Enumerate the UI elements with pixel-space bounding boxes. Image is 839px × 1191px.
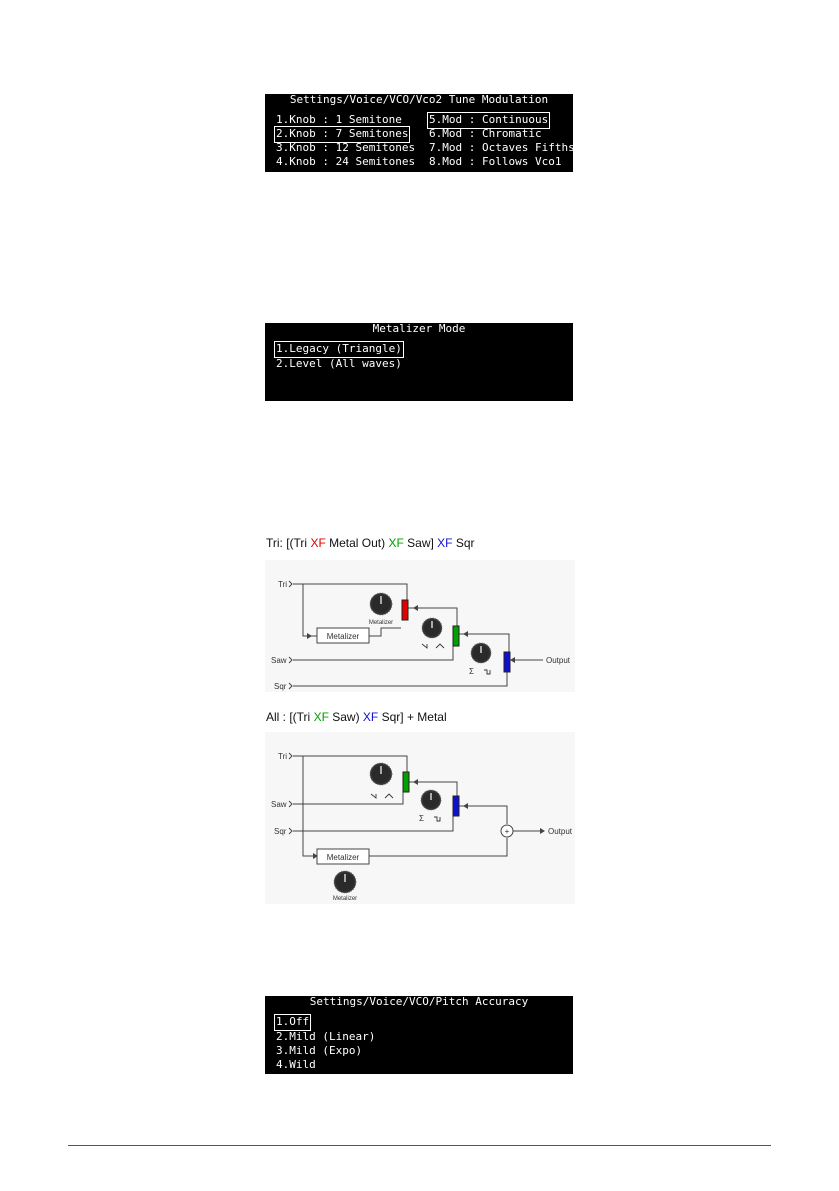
- sqr-label: Sqr: [274, 827, 287, 836]
- menu-item-mod-octaves-fifths[interactable]: 7.Mod : Octaves Fifths: [429, 141, 575, 154]
- metalizer-knob-label: Metalizer: [332, 896, 358, 902]
- metalizer-mode-screen: [265, 323, 573, 401]
- caption-text: Saw]: [403, 536, 438, 550]
- sigma-label: Σ: [419, 814, 424, 823]
- caption-text: Metal Out): [325, 536, 389, 550]
- menu-item-level-all-waves[interactable]: 2.Level (All waves): [276, 357, 402, 370]
- caption-xf-blue: XF: [362, 710, 379, 724]
- caption-text: Saw): [328, 710, 363, 724]
- menu-item-mod-follows-vco1[interactable]: 8.Mod : Follows Vco1: [429, 155, 562, 168]
- saw-label: Saw: [271, 656, 287, 665]
- blue-crossfader-bar: [504, 652, 510, 672]
- diagram-background: [265, 560, 575, 692]
- tri-label: Tri: [278, 752, 288, 761]
- green-crossfader-bar: [453, 626, 459, 646]
- caption-xf-red: XF: [310, 536, 326, 550]
- sigma-label: Σ: [469, 667, 474, 676]
- saw-sqr-knob[interactable]: [471, 643, 491, 663]
- blue-crossfader-bar: [453, 796, 459, 816]
- caption-text: Sqr] + Metal: [378, 710, 447, 724]
- screen-title: Metalizer Mode: [372, 322, 466, 335]
- metalizer-knob[interactable]: [370, 593, 392, 615]
- menu-item-mod-continuous[interactable]: 5.Mod : Continuous: [429, 113, 549, 126]
- caption-xf-green: XF: [388, 536, 404, 550]
- metalizer-block-label: Metalizer: [326, 853, 360, 862]
- screen-title: Settings/Voice/VCO/Pitch Accuracy: [309, 995, 529, 1008]
- sqr-label: Sqr: [274, 682, 287, 691]
- pitch-accuracy-screen: [265, 996, 573, 1074]
- caption-text: Sqr: [452, 536, 475, 550]
- saw-label: Saw: [271, 800, 287, 809]
- green-crossfader-bar: [403, 772, 409, 792]
- menu-item-mild-linear[interactable]: 2.Mild (Linear): [276, 1030, 376, 1043]
- level-metalizer-diagram: [265, 732, 575, 904]
- menu-item-knob-1-semitone[interactable]: 1.Knob : 1 Semitone: [276, 113, 402, 126]
- menu-item-wild[interactable]: 4.Wild: [276, 1058, 316, 1071]
- diagram-caption-all: [266, 710, 447, 724]
- menu-item-knob-24-semitones[interactable]: 4.Knob : 24 Semitones: [276, 155, 416, 168]
- metalizer-knob[interactable]: [334, 871, 356, 893]
- menu-item-mod-chromatic[interactable]: 6.Mod : Chromatic: [429, 127, 542, 140]
- legacy-metalizer-diagram: [265, 560, 575, 692]
- output-label: Output: [546, 656, 571, 665]
- caption-xf-green: XF: [313, 710, 329, 724]
- tri-label: Tri: [278, 580, 288, 589]
- caption-text: All : [(Tri: [266, 710, 314, 724]
- footer-rule: [68, 1145, 771, 1146]
- menu-item-mild-expo[interactable]: 3.Mild (Expo): [276, 1044, 363, 1057]
- metalizer-block-label: Metalizer: [326, 632, 360, 641]
- menu-item-knob-12-semitones[interactable]: 3.Knob : 12 Semitones: [276, 141, 416, 154]
- output-label: Output: [548, 827, 573, 836]
- menu-item-legacy-triangle[interactable]: 1.Legacy (Triangle): [276, 342, 402, 355]
- metalizer-knob-label: Metalizer: [368, 620, 394, 626]
- caption-xf-blue: XF: [437, 536, 453, 550]
- tune-modulation-screen: [265, 94, 573, 172]
- caption-text: Tri: [(Tri: [266, 536, 311, 550]
- diagram-caption-tri: [266, 536, 475, 550]
- saw-sqr-knob[interactable]: [421, 790, 441, 810]
- plus-icon: +: [504, 827, 510, 836]
- red-crossfader-bar: [402, 600, 408, 620]
- screen-title: Settings/Voice/VCO/Vco2 Tune Modulation: [289, 93, 549, 106]
- tri-saw-knob[interactable]: [370, 763, 392, 785]
- tri-saw-knob[interactable]: [422, 618, 442, 638]
- menu-item-off[interactable]: 1.Off: [276, 1015, 310, 1028]
- menu-item-knob-7-semitones[interactable]: 2.Knob : 7 Semitones: [276, 127, 409, 140]
